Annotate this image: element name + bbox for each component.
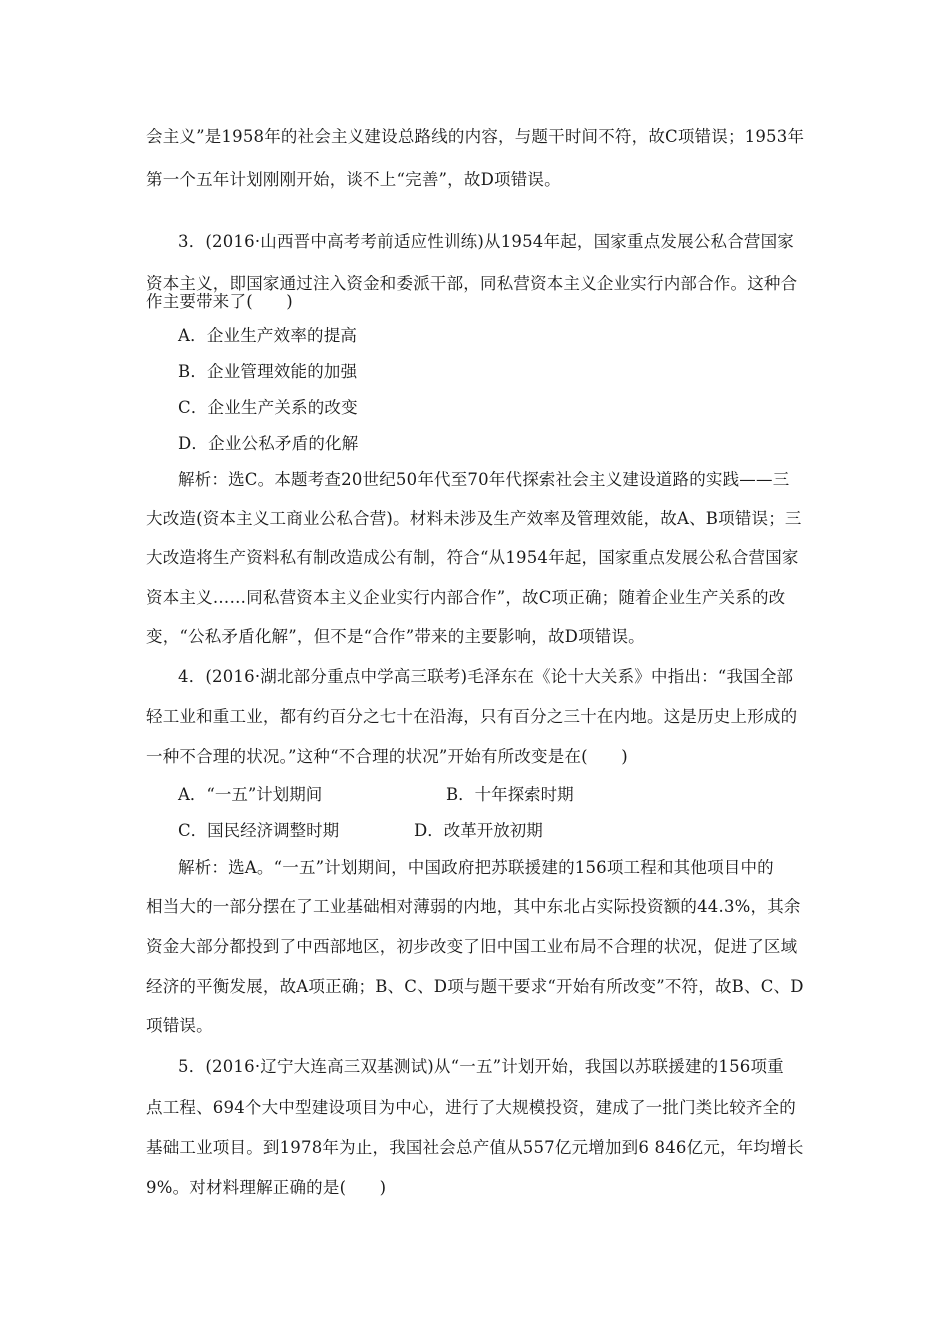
option-c: C．国民经济调整时期 bbox=[178, 821, 340, 840]
option-b: B．十年探索时期 bbox=[446, 785, 574, 804]
text-line: 9%。对材料理解正确的是( ) bbox=[146, 1178, 387, 1197]
option-d: D．改革开放初期 bbox=[414, 821, 543, 840]
question-3-stem: 3．(2016·山西晋中高考考前适应性训练)从1954年起，国家重点发展公私合营国家 bbox=[178, 232, 794, 251]
text-line: 经济的平衡发展，故A项正确；B、C、D项与题干要求“开始有所改变”不符，故B、C、D bbox=[146, 977, 804, 996]
text-line: 项错误。 bbox=[146, 1016, 213, 1035]
text-line: 资本主义……同私营资本主义企业实行内部合作”，故C项正确；随着企业生产关系的改 bbox=[146, 588, 786, 607]
option-a: A．“一五”计划期间 bbox=[178, 785, 323, 804]
option-c: C．企业生产关系的改变 bbox=[178, 398, 358, 417]
text-line: 资本主义，即国家通过注入资金和委派干部，同私营资本主义企业实行内部合作。这种合 bbox=[146, 274, 798, 293]
analysis-3: 解析：选C。本题考查20世纪50年代至70年代探索社会主义建设道路的实践——三 bbox=[178, 470, 790, 489]
question-4-stem: 4．(2016·湖北部分重点中学高三联考)毛泽东在《论十大关系》中指出：“我国全部 bbox=[178, 667, 794, 686]
text-line: 资金大部分都投到了中西部地区，初步改变了旧中国工业布局不合理的状况，促进了区域 bbox=[146, 937, 798, 956]
text-line: 第一个五年计划刚刚开始，谈不上“完善”，故D项错误。 bbox=[146, 170, 561, 189]
text-line: 一种不合理的状况。”这种“不合理的状况”开始有所改变是在( ) bbox=[146, 747, 628, 766]
option-b: B．企业管理效能的加强 bbox=[178, 362, 358, 381]
text-line: 变，“公私矛盾化解”，但不是“合作”带来的主要影响，故D项错误。 bbox=[146, 627, 645, 646]
text-line: 会主义”是1958年的社会主义建设总路线的内容，与题干时间不符，故C项错误；1953年 bbox=[146, 127, 805, 146]
text-line: 相当大的一部分摆在了工业基础相对薄弱的内地，其中东北占实际投资额的44.3%，其余 bbox=[146, 897, 801, 916]
text-line: 大改造将生产资料私有制改造成公有制，符合“从1954年起，国家重点发展公私合营国家 bbox=[146, 548, 799, 567]
text-line: 大改造(资本主义工商业公私合营)。材料未涉及生产效率及管理效能，故A、B项错误；三 bbox=[146, 509, 802, 528]
text-line: 基础工业项目。到1978年为止，我国社会总产值从557亿元增加到6 846亿元，年均增长 bbox=[146, 1138, 804, 1157]
text-line: 轻工业和重工业，都有约百分之七十在沿海，只有百分之三十在内地。这是历史上形成的 bbox=[146, 707, 798, 726]
analysis-4: 解析：选A。“一五”计划期间，中国政府把苏联援建的156项工程和其他项目中的 bbox=[178, 858, 774, 877]
question-5-stem: 5．(2016·辽宁大连高三双基测试)从“一五”计划开始，我国以苏联援建的156项重 bbox=[178, 1057, 784, 1076]
option-a: A．企业生产效率的提高 bbox=[178, 326, 358, 345]
text-line: 作主要带来了( ) bbox=[146, 292, 293, 311]
text-line: 点工程、694个大中型建设项目为中心，进行了大规模投资，建成了一批门类比较齐全的 bbox=[146, 1098, 796, 1117]
option-d: D．企业公私矛盾的化解 bbox=[178, 434, 359, 453]
